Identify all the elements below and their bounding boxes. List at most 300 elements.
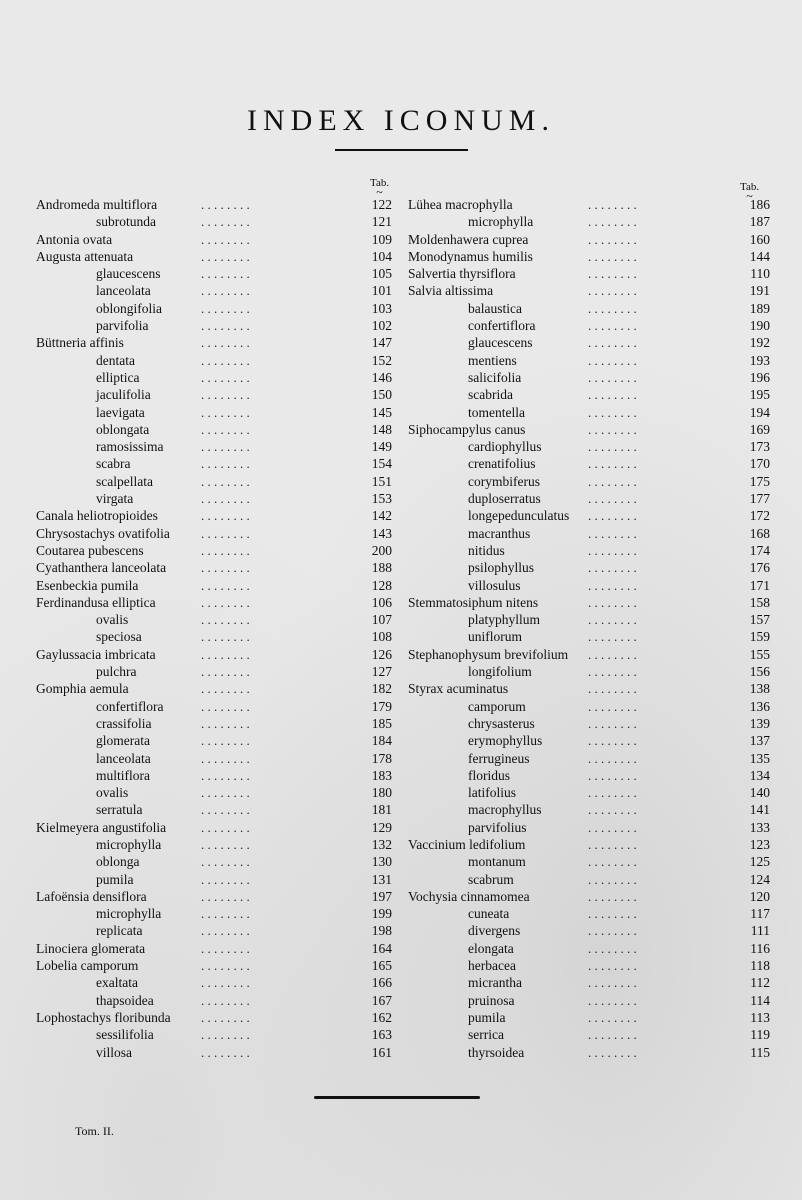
index-entry: [36, 715, 396, 732]
index-entry: [408, 265, 770, 282]
leader-dots: . . . . . . . .: [588, 940, 637, 956]
leader-dots: . . . . . . . .: [201, 335, 250, 351]
index-entry: [408, 213, 770, 230]
entry-name: Lafoënsia densiflora: [36, 888, 147, 904]
index-entry: [408, 473, 770, 490]
leader-dots: . . . . . . . .: [201, 560, 250, 576]
entry-name: camporum: [468, 698, 526, 714]
leader-dots: . . . . . . . .: [201, 629, 250, 645]
index-entry: [408, 369, 770, 386]
index-entry: [408, 888, 770, 905]
entry-name: Kielmeyera angustifolia: [36, 819, 167, 835]
index-entry: [36, 300, 396, 317]
index-entry: [408, 784, 770, 801]
index-entry: [36, 628, 396, 645]
entry-tab-number: 126: [371, 646, 392, 662]
entry-name: Antonia ovata: [36, 231, 113, 247]
entry-name: herbacea: [468, 958, 516, 974]
leader-dots: . . . . . . . .: [201, 888, 250, 904]
entry-name: erymophyllus: [468, 733, 543, 749]
index-entry: [408, 940, 770, 957]
leader-dots: . . . . . . . .: [588, 1044, 637, 1060]
index-entry: [408, 750, 770, 767]
leader-dots: . . . . . . . .: [588, 698, 637, 714]
leader-dots: . . . . . . . .: [588, 439, 637, 455]
leader-dots: . . . . . . . .: [588, 231, 637, 247]
entry-name: confertiflora: [96, 698, 164, 714]
entry-tab-number: 154: [371, 456, 392, 472]
entry-tab-number: 111: [750, 923, 770, 939]
entry-tab-number: 200: [371, 542, 392, 558]
entry-name: oblongifolia: [96, 300, 162, 316]
entry-name: Styrax acuminatus: [408, 681, 509, 697]
index-entry: [408, 905, 770, 922]
entry-name: scabrida: [468, 387, 513, 403]
entry-name: serratula: [96, 802, 143, 818]
leader-dots: . . . . . . . .: [201, 1044, 250, 1060]
entry-name: glaucescens: [468, 335, 533, 351]
entry-name: latifolius: [468, 785, 516, 801]
entry-tab-number: 124: [749, 871, 770, 887]
entry-name: speciosa: [96, 629, 142, 645]
entry-tab-number: 138: [749, 681, 770, 697]
index-entry: [408, 698, 770, 715]
entry-name: platyphyllum: [468, 612, 540, 628]
index-entry: [36, 1009, 396, 1026]
entry-tab-number: 145: [371, 404, 392, 420]
page-title: INDEX ICONUM.: [247, 104, 555, 138]
leader-dots: . . . . . . . .: [201, 871, 250, 887]
entry-tab-number: 183: [371, 767, 392, 783]
index-entry: [36, 680, 396, 697]
entry-tab-number: 136: [749, 698, 770, 714]
entry-tab-number: 156: [749, 664, 770, 680]
leader-dots: . . . . . . . .: [588, 836, 637, 852]
entry-tab-number: 123: [749, 836, 770, 852]
index-entry: [36, 248, 396, 265]
entry-tab-number: 178: [371, 750, 392, 766]
entry-name: Linociera glomerata: [36, 940, 146, 956]
entry-name: balaustica: [468, 300, 522, 316]
index-entry: [36, 819, 396, 836]
index-entry: [408, 663, 770, 680]
index-entry: [408, 611, 770, 628]
leader-dots: . . . . . . . .: [201, 231, 250, 247]
index-entry: [36, 1026, 396, 1043]
entry-name: Siphocampylus canus: [408, 421, 526, 437]
index-entry: [36, 507, 396, 524]
entry-tab-number: 139: [749, 715, 770, 731]
leader-dots: . . . . . . . .: [201, 750, 250, 766]
left-tab-label: Tab.: [370, 177, 390, 189]
index-entry: [408, 559, 770, 576]
entry-tab-number: 166: [371, 975, 392, 991]
leader-dots: . . . . . . . .: [588, 992, 637, 1008]
leader-dots: . . . . . . . .: [201, 646, 250, 662]
index-entry: [36, 369, 396, 386]
entry-tab-number: 164: [371, 940, 392, 956]
entry-tab-number: 188: [371, 560, 392, 576]
entry-tab-number: 148: [371, 421, 392, 437]
entry-tab-number: 129: [371, 819, 392, 835]
entry-name: oblonga: [96, 854, 140, 870]
leader-dots: . . . . . . . .: [201, 577, 250, 593]
entry-name: Ferdinandusa elliptica: [36, 594, 156, 610]
leader-dots: . . . . . . . .: [588, 369, 637, 385]
index-entry: [36, 611, 396, 628]
leader-dots: . . . . . . . .: [201, 352, 250, 368]
leader-dots: . . . . . . . .: [588, 248, 637, 264]
index-entry: [36, 265, 396, 282]
index-entry: [408, 836, 770, 853]
leader-dots: . . . . . . . .: [201, 508, 250, 524]
entry-name: thapsoidea: [96, 992, 154, 1008]
entry-tab-number: 114: [750, 992, 770, 1008]
entry-name: scabra: [96, 456, 131, 472]
entry-tab-number: 171: [749, 577, 770, 593]
entry-name: chrysasterus: [468, 715, 535, 731]
entry-tab-number: 158: [749, 594, 770, 610]
entry-name: salicifolia: [468, 369, 522, 385]
entry-name: replicata: [96, 923, 143, 939]
leader-dots: . . . . . . . .: [588, 525, 637, 541]
entry-name: lanceolata: [96, 750, 151, 766]
leader-dots: . . . . . . . .: [201, 283, 250, 299]
index-entry: [36, 577, 396, 594]
entry-tab-number: 186: [749, 197, 770, 212]
leader-dots: . . . . . . . .: [588, 404, 637, 420]
entry-name: nitidus: [468, 542, 505, 558]
entry-name: cuneata: [468, 906, 510, 922]
entry-tab-number: 142: [371, 508, 392, 524]
index-entry: [36, 663, 396, 680]
entry-tab-number: 120: [749, 888, 770, 904]
index-entry: [36, 386, 396, 403]
right-tab-label: Tab.: [740, 181, 760, 193]
leader-dots: . . . . . . . .: [588, 508, 637, 524]
entry-tab-number: 165: [371, 958, 392, 974]
entry-name: corymbiferus: [468, 473, 540, 489]
index-entry: [408, 525, 770, 542]
entry-name: subrotunda: [96, 214, 156, 230]
leader-dots: . . . . . . . .: [201, 715, 250, 731]
entry-tab-number: 133: [749, 819, 770, 835]
left-index-column: [36, 196, 396, 1061]
index-entry: [36, 871, 396, 888]
leader-dots: . . . . . . . .: [201, 197, 250, 212]
entry-tab-number: 109: [371, 231, 392, 247]
entry-name: scalpellata: [96, 473, 153, 489]
leader-dots: . . . . . . . .: [201, 802, 250, 818]
leader-dots: . . . . . . . .: [201, 300, 250, 316]
entry-name: tomentella: [468, 404, 525, 420]
entry-tab-number: 196: [749, 369, 770, 385]
leader-dots: . . . . . . . .: [201, 456, 250, 472]
entry-name: ovalis: [96, 612, 129, 628]
entry-name: multiflora: [96, 767, 150, 783]
entry-name: ramosissima: [96, 439, 164, 455]
entry-name: macrophyllus: [468, 802, 542, 818]
entry-tab-number: 159: [749, 629, 770, 645]
leader-dots: . . . . . . . .: [588, 646, 637, 662]
entry-name: Stephanophysum brevifolium: [408, 646, 569, 662]
leader-dots: . . . . . . . .: [588, 733, 637, 749]
entry-tab-number: 180: [371, 785, 392, 801]
entry-name: Büttneria affinis: [36, 335, 124, 351]
leader-dots: . . . . . . . .: [588, 214, 637, 230]
index-entry: [408, 542, 770, 559]
leader-dots: . . . . . . . .: [201, 421, 250, 437]
entry-name: virgata: [96, 491, 134, 507]
leader-dots: . . . . . . . .: [588, 958, 637, 974]
index-entry: [408, 974, 770, 991]
leader-dots: . . . . . . . .: [201, 525, 250, 541]
entry-name: pulchra: [96, 664, 137, 680]
entry-name: montanum: [468, 854, 526, 870]
leader-dots: . . . . . . . .: [588, 854, 637, 870]
entry-tab-number: 147: [371, 335, 392, 351]
entry-name: pruinosa: [468, 992, 515, 1008]
leader-dots: . . . . . . . .: [201, 975, 250, 991]
index-entry: [36, 801, 396, 818]
index-entry: [36, 1044, 396, 1061]
index-entry: [36, 438, 396, 455]
entry-tab-number: 194: [749, 404, 770, 420]
leader-dots: . . . . . . . .: [201, 733, 250, 749]
entry-name: Chrysostachys ovatifolia: [36, 525, 170, 541]
entry-name: jaculifolia: [96, 387, 151, 403]
entry-tab-number: 149: [371, 439, 392, 455]
entry-tab-number: 182: [371, 681, 392, 697]
index-entry: [36, 352, 396, 369]
leader-dots: . . . . . . . .: [201, 854, 250, 870]
entry-tab-number: 168: [749, 525, 770, 541]
entry-name: parvifolia: [96, 318, 149, 334]
leader-dots: . . . . . . . .: [588, 664, 637, 680]
leader-dots: . . . . . . . .: [588, 318, 637, 334]
entry-name: duploserratus: [468, 491, 541, 507]
entry-name: micrantha: [468, 975, 522, 991]
index-entry: [36, 404, 396, 421]
entry-name: villosa: [96, 1044, 132, 1060]
leader-dots: . . . . . . . .: [201, 473, 250, 489]
index-entry: [408, 334, 770, 351]
entry-name: Lobelia camporum: [36, 958, 139, 974]
leader-dots: . . . . . . . .: [201, 698, 250, 714]
entry-name: ovalis: [96, 785, 129, 801]
leader-dots: . . . . . . . .: [588, 715, 637, 731]
index-entry: [36, 732, 396, 749]
leader-dots: . . . . . . . .: [588, 888, 637, 904]
entry-name: longepedunculatus: [468, 508, 570, 524]
entry-tab-number: 193: [749, 352, 770, 368]
entry-tab-number: 104: [371, 248, 392, 264]
index-entry: [36, 888, 396, 905]
entry-tab-number: 118: [750, 958, 770, 974]
index-entry: [36, 282, 396, 299]
entry-tab-number: 181: [371, 802, 392, 818]
entry-name: Coutarea pubescens: [36, 542, 144, 558]
leader-dots: . . . . . . . .: [588, 473, 637, 489]
index-entry: [36, 646, 396, 663]
entry-tab-number: 157: [749, 612, 770, 628]
leader-dots: . . . . . . . .: [201, 612, 250, 628]
entry-name: thyrsoidea: [468, 1044, 525, 1060]
entry-tab-number: 161: [371, 1044, 392, 1060]
entry-tab-number: 128: [371, 577, 392, 593]
entry-name: lanceolata: [96, 283, 151, 299]
index-entry: [36, 905, 396, 922]
entry-name: Gaylussacia imbricata: [36, 646, 156, 662]
index-entry: [36, 455, 396, 472]
entry-tab-number: 190: [749, 318, 770, 334]
entry-name: crenatifolius: [468, 456, 536, 472]
leader-dots: . . . . . . . .: [588, 491, 637, 507]
entry-tab-number: 119: [750, 1027, 770, 1043]
leader-dots: . . . . . . . .: [201, 906, 250, 922]
leader-dots: . . . . . . . .: [201, 387, 250, 403]
index-entry: [36, 750, 396, 767]
index-entry: [408, 196, 770, 213]
entry-tab-number: 152: [371, 352, 392, 368]
left-tab-tilde: ~: [376, 185, 383, 199]
index-entry: [36, 922, 396, 939]
entry-tab-number: 107: [371, 612, 392, 628]
entry-tab-number: 121: [371, 214, 392, 230]
index-entry: [408, 490, 770, 507]
index-entry: [408, 819, 770, 836]
entry-tab-number: 199: [371, 906, 392, 922]
left-tab-header: [370, 177, 390, 199]
entry-name: psilophyllus: [468, 560, 535, 576]
index-entry: [408, 992, 770, 1009]
leader-dots: . . . . . . . .: [588, 1009, 637, 1025]
entry-tab-number: 117: [750, 906, 770, 922]
leader-dots: . . . . . . . .: [588, 387, 637, 403]
leader-dots: . . . . . . . .: [588, 785, 637, 801]
index-entry: [408, 317, 770, 334]
entry-name: Monodynamus humilis: [408, 248, 533, 264]
leader-dots: . . . . . . . .: [201, 594, 250, 610]
entry-name: elliptica: [96, 369, 140, 385]
leader-dots: . . . . . . . .: [201, 214, 250, 230]
leader-dots: . . . . . . . .: [588, 612, 637, 628]
entry-tab-number: 102: [371, 318, 392, 334]
entry-tab-number: 176: [749, 560, 770, 576]
index-entry: [408, 680, 770, 697]
leader-dots: . . . . . . . .: [201, 542, 250, 558]
index-entry: [408, 300, 770, 317]
index-entry: [36, 334, 396, 351]
leader-dots: . . . . . . . .: [588, 767, 637, 783]
leader-dots: . . . . . . . .: [588, 629, 637, 645]
entry-tab-number: 151: [371, 473, 392, 489]
leader-dots: . . . . . . . .: [588, 560, 637, 576]
index-entry: [408, 594, 770, 611]
right-index-column: [408, 196, 770, 1061]
leader-dots: . . . . . . . .: [588, 300, 637, 316]
entry-name: microphylla: [96, 906, 162, 922]
entry-name: dentata: [96, 352, 135, 368]
index-entry: [408, 853, 770, 870]
entry-tab-number: 185: [371, 715, 392, 731]
entry-tab-number: 130: [371, 854, 392, 870]
leader-dots: . . . . . . . .: [588, 352, 637, 368]
entry-tab-number: 106: [371, 594, 392, 610]
leader-dots: . . . . . . . .: [588, 819, 637, 835]
entry-name: pumila: [96, 871, 134, 887]
entry-tab-number: 103: [371, 300, 392, 316]
leader-dots: . . . . . . . .: [201, 923, 250, 939]
index-entry: [36, 940, 396, 957]
index-entry: [408, 922, 770, 939]
leader-dots: . . . . . . . .: [588, 1027, 637, 1043]
index-entry: [36, 853, 396, 870]
index-entry: [36, 957, 396, 974]
leader-dots: . . . . . . . .: [201, 439, 250, 455]
index-entry: [36, 213, 396, 230]
entry-tab-number: 110: [750, 266, 770, 282]
leader-dots: . . . . . . . .: [588, 802, 637, 818]
leader-dots: . . . . . . . .: [588, 577, 637, 593]
entry-name: floridus: [468, 767, 510, 783]
entry-name: Vochysia cinnamomea: [408, 888, 530, 904]
entry-tab-number: 116: [750, 940, 770, 956]
entry-tab-number: 132: [371, 836, 392, 852]
entry-tab-number: 131: [371, 871, 392, 887]
volume-footer: Tom. II.: [75, 1124, 114, 1138]
leader-dots: . . . . . . . .: [201, 767, 250, 783]
entry-tab-number: 122: [371, 197, 392, 212]
entry-tab-number: 144: [749, 248, 770, 264]
entry-tab-number: 113: [750, 1009, 770, 1025]
entry-name: Salvia altissima: [408, 283, 494, 299]
entry-name: laevigata: [96, 404, 145, 420]
index-entry: [36, 836, 396, 853]
entry-tab-number: 172: [749, 508, 770, 524]
entry-name: Lophostachys floribunda: [36, 1009, 171, 1025]
leader-dots: . . . . . . . .: [201, 681, 250, 697]
entry-name: Salvertia thyrsiflora: [408, 266, 516, 282]
entry-name: villosulus: [468, 577, 521, 593]
index-entry: [408, 455, 770, 472]
index-entry: [36, 594, 396, 611]
leader-dots: . . . . . . . .: [588, 197, 637, 212]
index-entry: [408, 715, 770, 732]
title-rule: [335, 149, 468, 151]
entry-name: Esenbeckia pumila: [36, 577, 139, 593]
entry-name: glomerata: [96, 733, 150, 749]
index-entry: [36, 317, 396, 334]
entry-tab-number: 150: [371, 387, 392, 403]
entry-name: Gomphia aemula: [36, 681, 129, 697]
right-tab-tilde: ~: [746, 189, 753, 203]
entry-tab-number: 173: [749, 439, 770, 455]
leader-dots: . . . . . . . .: [588, 335, 637, 351]
entry-tab-number: 101: [371, 283, 392, 299]
index-entry: [36, 542, 396, 559]
leader-dots: . . . . . . . .: [201, 1009, 250, 1025]
index-entry: [36, 196, 396, 213]
entry-tab-number: 108: [371, 629, 392, 645]
leader-dots: . . . . . . . .: [588, 871, 637, 887]
index-entry: [408, 231, 770, 248]
index-entry: [408, 767, 770, 784]
leader-dots: . . . . . . . .: [588, 975, 637, 991]
index-entry: [408, 352, 770, 369]
index-entry: [36, 992, 396, 1009]
entry-tab-number: 184: [371, 733, 392, 749]
